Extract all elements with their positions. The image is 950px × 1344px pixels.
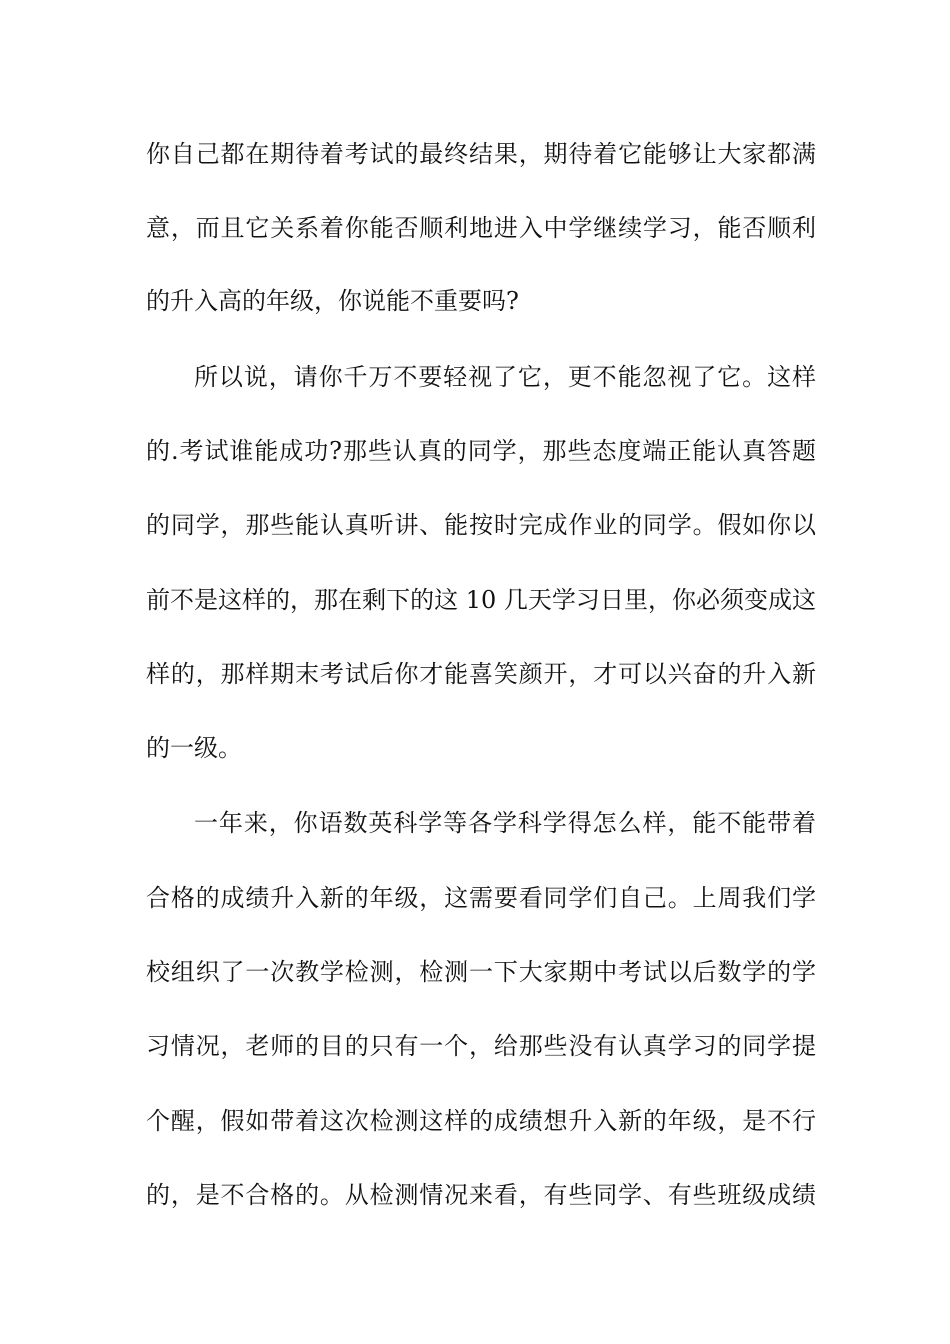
- text-line-15: 的，是不合格的。从检测情况来看，有些同学、有些班级成绩: [146, 1181, 816, 1209]
- text-line-1: 你自己都在期待着考试的最终结果，期待着它能够让大家都满: [146, 140, 816, 168]
- text-line-4: 所以说，请你千万不要轻视了它，更不能忽视了它。这样: [194, 363, 816, 391]
- text-line-9: 的一级。: [146, 734, 242, 762]
- text-line-14: 个醒，假如带着这次检测这样的成绩想升入新的年级，是不行: [146, 1107, 816, 1135]
- text-line-2: 意，而且它关系着你能否顺利地进入中学继续学习，能否顺利: [146, 214, 816, 242]
- text-line-10: 一年来，你语数英科学等各学科学得怎么样，能不能带着: [194, 809, 816, 837]
- text-line-7: 前不是这样的，那在剩下的这 10 几天学习日里，你必须变成这: [146, 586, 816, 614]
- text-line-13: 习情况，老师的目的只有一个，给那些没有认真学习的同学提: [146, 1032, 816, 1060]
- text-line-5: 的.考试谁能成功?那些认真的同学，那些态度端正能认真答题: [146, 437, 816, 465]
- text-line-3: 的升入高的年级，你说能不重要吗?: [146, 287, 519, 315]
- text-line-6: 的同学，那些能认真听讲、能按时完成作业的同学。假如你以: [146, 511, 816, 539]
- text-line-8: 样的，那样期末考试后你才能喜笑颜开，才可以兴奋的升入新: [146, 660, 816, 688]
- text-line-12: 校组织了一次教学检测，检测一下大家期中考试以后数学的学: [146, 958, 816, 986]
- text-line-11: 合格的成绩升入新的年级，这需要看同学们自己。上周我们学: [146, 884, 816, 912]
